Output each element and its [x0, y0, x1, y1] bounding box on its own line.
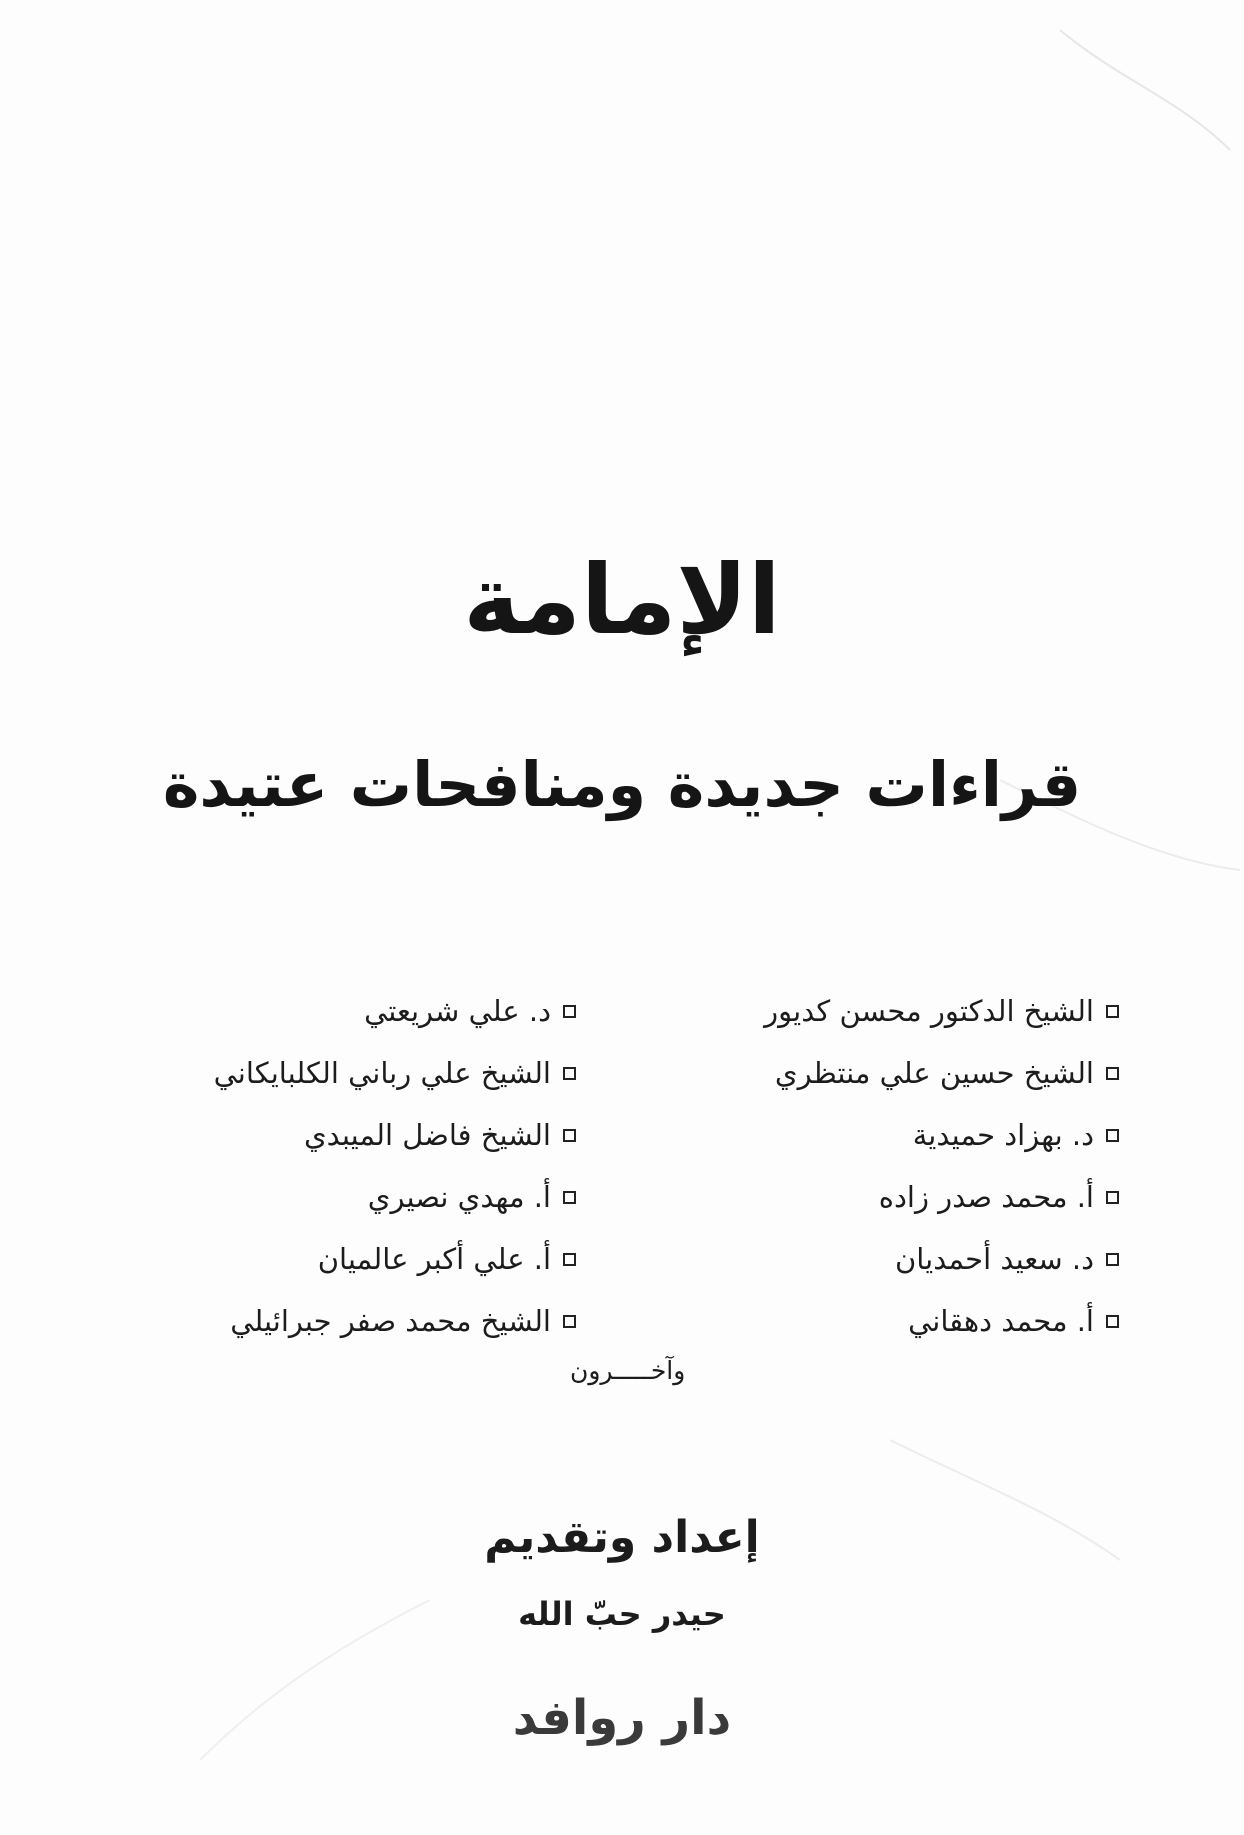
- checkbox-bullet-icon: [1106, 1253, 1119, 1266]
- and-others-label: وآخـــــرون: [570, 1356, 686, 1385]
- contributor-item: [649, 1166, 1119, 1228]
- contributor-name: الشيخ محمد صفر جبرائيلي: [230, 1303, 551, 1338]
- contributor-item: [649, 1104, 1119, 1166]
- checkbox-bullet-icon: [1106, 1129, 1119, 1142]
- contributor-name: الشيخ الدكتور محسن كديور: [764, 993, 1094, 1028]
- contributor-name: أ. علي أكبر عالميان: [317, 1241, 551, 1276]
- checkbox-bullet-icon: [1106, 1191, 1119, 1204]
- contributor-item: [649, 980, 1119, 1042]
- checkbox-bullet-icon: [563, 1191, 576, 1204]
- contributor-name: د. علي شريعتي: [364, 993, 551, 1028]
- contributor-item: [649, 1290, 1119, 1352]
- contributor-name: الشيخ علي رباني الكلبايكاني: [213, 1055, 551, 1090]
- checkbox-bullet-icon: [563, 1005, 576, 1018]
- checkbox-bullet-icon: [1106, 1005, 1119, 1018]
- contributor-name: د. سعيد أحمديان: [894, 1241, 1094, 1276]
- contributor-name: الشيخ حسين علي منتظري: [774, 1055, 1094, 1090]
- prepared-by-label: إعداد وتقديم: [484, 1512, 760, 1563]
- contributor-item: [16, 1042, 576, 1104]
- checkbox-bullet-icon: [563, 1253, 576, 1266]
- publisher-name: دار روافد: [512, 1690, 732, 1746]
- editor-name: حيدر حبّ الله: [518, 1595, 726, 1633]
- contributor-item: [649, 1042, 1119, 1104]
- checkbox-bullet-icon: [563, 1315, 576, 1328]
- contributor-item: [16, 1228, 576, 1290]
- contributor-name: أ. محمد صدر زاده: [878, 1179, 1094, 1214]
- checkbox-bullet-icon: [1106, 1315, 1119, 1328]
- contributor-item: [16, 980, 576, 1042]
- contributors-right-column: [649, 980, 1119, 1352]
- checkbox-bullet-icon: [563, 1129, 576, 1142]
- contributor-item: [16, 1166, 576, 1228]
- contributor-item: [649, 1228, 1119, 1290]
- checkbox-bullet-icon: [1106, 1067, 1119, 1080]
- contributor-name: الشيخ فاضل الميبدي: [303, 1117, 551, 1152]
- contributor-name: أ. مهدي نصيري: [367, 1179, 551, 1214]
- contributor-name: أ. محمد دهقاني: [908, 1303, 1094, 1338]
- contributors-left-column: [16, 980, 576, 1352]
- book-subtitle: قراءات جديدة ومنافحات عتيدة: [162, 748, 1082, 821]
- book-title: الإمامة: [463, 544, 781, 656]
- checkbox-bullet-icon: [563, 1067, 576, 1080]
- contributor-item: [16, 1290, 576, 1352]
- contributor-item: [16, 1104, 576, 1166]
- contributor-name: د. بهزاد حميدية: [912, 1117, 1094, 1152]
